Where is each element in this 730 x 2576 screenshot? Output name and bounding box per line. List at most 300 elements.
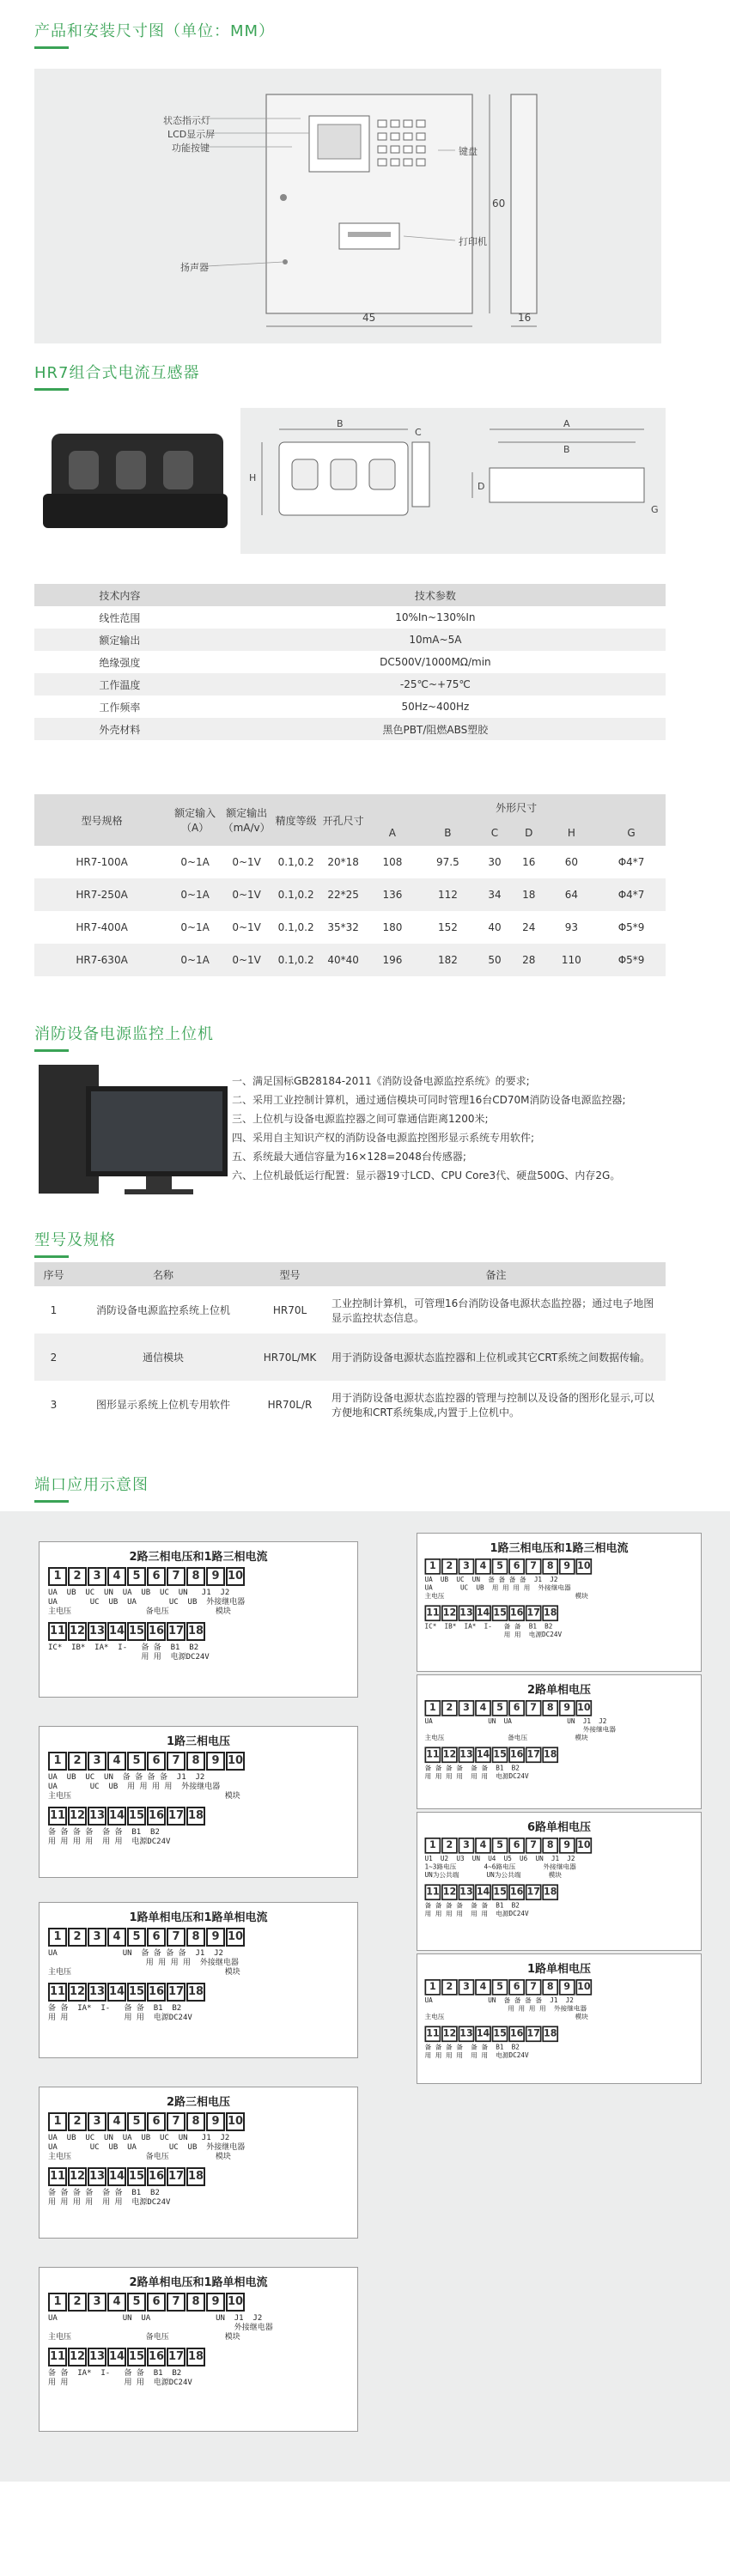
terminal: 16 [508, 1884, 525, 1900]
model-cell: 0~1V [232, 856, 261, 868]
terminal: 3 [88, 1567, 106, 1586]
terminal: 13 [459, 2026, 475, 2042]
terminal: 13 [88, 1807, 106, 1826]
model-cell: 24 [522, 921, 536, 933]
terminal: 14 [475, 1884, 491, 1900]
model-cell: HR7-400A [76, 921, 128, 933]
terminal: 4 [107, 1567, 126, 1586]
terminal: 18 [542, 2026, 558, 2042]
terminal: 15 [127, 1807, 146, 1826]
model-cell: 180 [382, 921, 403, 933]
terminal: 16 [508, 2026, 525, 2042]
terminal: 6 [147, 2293, 166, 2312]
spec-cell: 图形显示系统上位机专用软件 [95, 1399, 230, 1411]
terminal: 12 [68, 2167, 87, 2186]
terminal: 16 [508, 1747, 525, 1763]
feature-item: 四、采用自主知识产权的消防设备电源监控图形显示系统专用软件; [232, 1132, 535, 1144]
terminal: 4 [107, 2293, 126, 2312]
terminal: 15 [127, 1983, 146, 2002]
param-name: 线性范围 [99, 611, 141, 624]
terminal: 6 [508, 1558, 525, 1575]
bottom-terminal-row [425, 2026, 659, 2042]
terminal: 3 [88, 1928, 106, 1947]
model-body [34, 846, 666, 976]
terminal: 10 [226, 2112, 245, 2131]
terminal: 18 [186, 2167, 205, 2186]
spec-cell: 用于消防设备电源状态监控器的管理与控制以及设备的图形化显示,可以方便地和CRT系统集成,内置于上位机中。 [332, 1391, 654, 1419]
model-cell: Φ5*9 [597, 944, 666, 976]
terminal: 3 [459, 1838, 475, 1854]
diagram-row: 外接继电器 [48, 2324, 273, 2332]
model-cell: 0~1A [169, 944, 221, 976]
terminal: 6 [147, 1752, 166, 1771]
terminal: 6 [508, 1838, 525, 1854]
terminal: 8 [186, 2293, 205, 2312]
diagram-row: 备 备 IA* I- 备 备 B1 B2 [48, 2369, 182, 2378]
terminal: 12 [441, 1605, 458, 1621]
terminal: 15 [127, 2167, 146, 2186]
terminal: 18 [542, 1605, 558, 1621]
diagram-row: UA UB UC UN UA UB UC UN J1 J2 [48, 2134, 230, 2142]
model-cell: Φ4*7 [597, 878, 666, 911]
bottom-terminal-row [48, 2167, 357, 2186]
model-cell: 0~1V [232, 921, 261, 933]
diagram-row: 主电压 备电压 模块 [48, 2153, 231, 2161]
model-cell: Φ4*7 [617, 856, 645, 868]
bottom-terminal-row [425, 1884, 659, 1900]
model-row [34, 944, 666, 976]
terminal: 12 [441, 2026, 458, 2042]
terminal: 10 [226, 1752, 245, 1771]
dim-width: 45 [362, 312, 376, 324]
param-value: 10mA~5A [205, 629, 666, 651]
diagram-title: 1路三相电压 [166, 1735, 231, 1748]
model-col: A [367, 820, 418, 846]
terminal: 18 [186, 2348, 205, 2366]
terminal: 4 [107, 2112, 126, 2131]
diagram-title: 2路单相电压和1路单相电流 [129, 2276, 268, 2289]
feature-item: 二、采用工业控制计算机，通过通信模块可同时管理16台CD70M消防设备电源监控器; [232, 1094, 626, 1106]
terminal: 16 [508, 1605, 525, 1621]
terminal: 4 [107, 1752, 126, 1771]
section3-title: 消防设备电源监控上位机 [34, 1022, 214, 1052]
spec-cell: 用于消防设备电源状态监控器和上位机或其它CRT系统之间数据传输。 [326, 1334, 666, 1381]
params-head-0: 技术内容 [34, 584, 205, 606]
model-cell: 35*32 [327, 921, 359, 933]
terminal: 15 [127, 1622, 146, 1641]
spec-cell: 工业控制计算机，可管理16台消防设备电源状态监控器；通过电子地图显示监控状态信息。 [332, 1297, 654, 1324]
spec-head: 型号 [253, 1262, 326, 1286]
terminal-diagram [417, 1953, 702, 2084]
param-value: 50Hz~400Hz [401, 701, 470, 713]
model-cell: 0~1V [221, 878, 272, 911]
terminal-diagram [39, 2087, 358, 2239]
spec-head: 备注 [326, 1262, 666, 1286]
bottom-terminal-row [48, 2348, 357, 2366]
terminal: 14 [475, 1747, 491, 1763]
terminal: 12 [68, 1983, 87, 2002]
spec-table [34, 1262, 666, 1428]
terminal: 16 [147, 2167, 166, 2186]
terminal: 1 [425, 1558, 441, 1575]
section5-title: 端口应用示意图 [34, 1473, 149, 1503]
terminal: 6 [508, 1979, 525, 1996]
terminal: 10 [575, 1700, 592, 1716]
dim-depth: 16 [518, 312, 532, 324]
model-cell: 60 [564, 856, 578, 868]
label-status-light: 状态指示灯 [163, 115, 210, 126]
terminal: 10 [575, 1558, 592, 1575]
diagram-title: 1路单相电压 [526, 1963, 592, 1976]
terminal: 3 [459, 1558, 475, 1575]
terminal: 13 [88, 2167, 106, 2186]
top-terminal-row [425, 1700, 659, 1716]
terminal: 8 [542, 1558, 558, 1575]
diagram-row: 用 用 用 用 用 用 电源DC24V [48, 1838, 171, 1846]
terminal: 12 [441, 1747, 458, 1763]
model-cell: 97.5 [436, 856, 459, 868]
model-row [34, 911, 666, 944]
model-cell: 136 [367, 878, 418, 911]
diagram-row: UA UB UC UN 备 备 备 备 J1 J2 [48, 1773, 205, 1782]
terminal: 1 [425, 1700, 441, 1716]
terminal: 8 [186, 1567, 205, 1586]
model-cell: 110 [546, 944, 598, 976]
diagram-row: UA UN UA UN J1 J2 [48, 2314, 263, 2323]
terminal: 7 [167, 1752, 186, 1771]
model-head-model: 型号规格 [34, 794, 169, 846]
bottom-terminal-row [48, 1622, 357, 1641]
model-cell: 0.1,0.2 [277, 856, 314, 868]
diagram-row: 主电压 模块 [424, 1592, 588, 1601]
section1-title: 产品和安装尺寸图（单位：MM） [34, 19, 275, 49]
terminal: 18 [186, 1622, 205, 1641]
param-name: 绝缘强度 [99, 656, 141, 669]
terminal: 9 [559, 1558, 575, 1575]
param-name: 外壳材料 [34, 718, 205, 740]
terminal: 8 [542, 1838, 558, 1854]
ct-dimension-drawing [240, 408, 666, 554]
model-cell: HR7-250A [34, 878, 169, 911]
diagram-row: UA UN UA UN J1 J2 [424, 1718, 607, 1726]
top-terminal-row [425, 1979, 659, 1996]
ct-photo [34, 408, 232, 558]
terminal: 7 [526, 1979, 542, 1996]
model-cell: 0.1,0.2 [277, 921, 314, 933]
terminal: 2 [441, 1979, 458, 1996]
terminal: 3 [88, 2112, 106, 2131]
terminal: 6 [508, 1700, 525, 1716]
terminal: 14 [107, 1622, 126, 1641]
spec-cell: 通信模块 [73, 1334, 253, 1381]
diagram-row: 主电压 模块 [48, 1968, 240, 1977]
terminal: 2 [441, 1700, 458, 1716]
spec-head: 名称 [73, 1262, 253, 1286]
terminal: 4 [475, 1700, 491, 1716]
dim-letter-d: D [478, 481, 485, 492]
terminal: 18 [186, 1983, 205, 2002]
diagram-row: U1 U2 U3 UN U4 U5 U6 UN J1 J2 [424, 1856, 575, 1863]
diagram-row: 备 备 备 备 备 备 B1 B2 [424, 2044, 520, 2052]
label-printer: 打印机 [459, 236, 487, 247]
terminal: 15 [492, 1884, 508, 1900]
model-cell: 30 [488, 856, 502, 868]
terminal-diagram [39, 1726, 358, 1878]
diagram-row: 备 备 IA* I- 备 备 B1 B2 [48, 2004, 182, 2013]
model-col: D [512, 820, 546, 846]
feature-item: 一、满足国标GB28184-2011《消防设备电源监控系统》的要求; [232, 1075, 530, 1087]
params-head-1: 技术参数 [205, 584, 666, 606]
label-buzzer: 扬声器 [180, 262, 209, 273]
terminal: 4 [475, 1558, 491, 1575]
bottom-terminal-row [48, 1983, 357, 2002]
terminal: 17 [526, 1884, 542, 1900]
terminal: 11 [425, 2026, 441, 2042]
terminal: 3 [459, 1979, 475, 1996]
terminal: 5 [127, 2293, 146, 2312]
model-head-in: 额定输入（A） [169, 794, 221, 846]
dim-letter-h: H [249, 472, 257, 483]
terminal: 10 [226, 2293, 245, 2312]
model-head-acc: 精度等级 [272, 794, 319, 846]
terminal: 4 [107, 1928, 126, 1947]
terminal-diagram [417, 1674, 702, 1809]
diagram-title: 2路三相电压和1路三相电流 [129, 1551, 268, 1564]
diagram-row: 用 用 电源DC24V [424, 1631, 563, 1639]
terminal: 7 [526, 1700, 542, 1716]
model-head-out: 额定输出（mA/v） [221, 794, 272, 846]
terminal: 13 [88, 2348, 106, 2366]
terminal: 13 [88, 1622, 106, 1641]
terminal: 4 [475, 1979, 491, 1996]
diagram-title: 1路单相电压和1路单相电流 [129, 1911, 268, 1924]
diagram-title: 6路单相电压 [526, 1821, 592, 1834]
terminal: 8 [186, 1928, 205, 1947]
terminal: 1 [425, 1838, 441, 1854]
terminal: 15 [127, 2348, 146, 2366]
terminal: 16 [147, 1622, 166, 1641]
terminal: 17 [167, 1807, 186, 1826]
features-list [232, 1072, 670, 1185]
top-terminal-row [425, 1838, 659, 1854]
terminal: 17 [526, 2026, 542, 2042]
dim-letter-b2: B [563, 444, 570, 455]
dim-letter-a: A [563, 418, 570, 429]
diagram-row: 用 用 用 用 用 用 电源DC24V [424, 1773, 529, 1781]
label-lcd: LCD显示屏 [167, 129, 216, 140]
diagram-row: 用 用 用 用 电源DC24V [48, 2014, 192, 2022]
terminal: 8 [542, 1700, 558, 1716]
diagram-row: UA UN 备 备 备 备 J1 J2 [48, 1949, 223, 1958]
dimension-drawing-panel [34, 69, 661, 343]
diagram-row: 备 备 备 备 备 备 B1 B2 [424, 1765, 520, 1773]
diagram-row: 用 用 用 用 电源DC24V [48, 2379, 192, 2387]
model-col: H [546, 820, 598, 846]
feature-item: 三、上位机与设备电源监控器之间可靠通信距离1200米; [232, 1113, 489, 1125]
model-row [34, 878, 666, 911]
model-cell: 196 [367, 944, 418, 976]
diagram-row: 主电压 备电压 模块 [48, 2333, 240, 2342]
diagram-title: 1路三相电压和1路三相电流 [490, 1542, 629, 1555]
diagram-row: UA UB UC UN UA UB UC UN J1 J2 [48, 1589, 230, 1597]
terminal: 13 [88, 1983, 106, 2002]
feature-item: 六、上位机最低运行配置：显示器19寸LCD、CPU Core3代、硬盘500G、内存2G。 [232, 1170, 621, 1182]
diagram-row: UA UC UB UA UC UB 外接继电器 [48, 2143, 246, 2152]
terminal: 12 [68, 2348, 87, 2366]
model-head-hole: 开孔尺寸 [319, 794, 367, 846]
diagram-title: 2路三相电压 [166, 2096, 231, 2109]
top-terminal-row [48, 1752, 357, 1771]
diagram-row: UA UB UC UN 备 备 备 备 J1 J2 [424, 1577, 558, 1584]
model-cell: 20*18 [327, 856, 359, 868]
terminal: 13 [459, 1884, 475, 1900]
model-cell: 64 [546, 878, 598, 911]
terminal: 1 [48, 1752, 67, 1771]
terminal: 8 [186, 1752, 205, 1771]
terminal: 4 [475, 1838, 491, 1854]
terminal-diagram [39, 1902, 358, 2058]
param-value: -25℃~+75℃ [205, 673, 666, 696]
terminal: 1 [48, 1928, 67, 1947]
terminal: 14 [107, 1983, 126, 2002]
spec-cell: HR70L [272, 1303, 307, 1316]
model-cell: 0.1,0.2 [272, 944, 319, 976]
param-value: DC500V/1000MΩ/min [380, 656, 491, 668]
diagram-title: 2路单相电压 [526, 1684, 592, 1697]
terminal: 2 [68, 1567, 87, 1586]
model-cell: 22*25 [319, 878, 367, 911]
terminal: 1 [48, 1567, 67, 1586]
model-cell: 16 [522, 856, 536, 868]
terminal: 14 [475, 1605, 491, 1621]
terminal: 11 [425, 1747, 441, 1763]
terminal-diagram [417, 1533, 702, 1672]
terminal: 6 [147, 1928, 166, 1947]
terminal: 15 [492, 1605, 508, 1621]
bottom-terminal-row [425, 1605, 659, 1621]
terminal: 15 [492, 2026, 508, 2042]
terminal: 3 [88, 1752, 106, 1771]
model-cell: 34 [478, 878, 512, 911]
terminal-diagram [417, 1812, 702, 1951]
label-keyboard: 键盘 [459, 146, 478, 157]
terminal: 5 [492, 1558, 508, 1575]
terminal: 5 [127, 1752, 146, 1771]
terminal: 11 [48, 2348, 67, 2366]
terminal: 2 [68, 2112, 87, 2131]
terminal: 2 [68, 2293, 87, 2312]
diagram-row: 用 用 用 用 用 用 电源DC24V [424, 2052, 529, 2060]
terminal: 14 [107, 2167, 126, 2186]
terminal: 5 [492, 1979, 508, 1996]
model-cell: 0~1A [180, 921, 210, 933]
terminal: 7 [167, 2293, 186, 2312]
terminal: 11 [48, 2167, 67, 2186]
diagram-row: 用 用 电源DC24V [48, 1653, 210, 1662]
terminal: 9 [559, 1979, 575, 1996]
terminal: 16 [147, 1807, 166, 1826]
ct-params-table [34, 584, 666, 740]
terminal: 2 [441, 1558, 458, 1575]
terminal: 11 [425, 1884, 441, 1900]
terminal: 7 [167, 1928, 186, 1947]
spec-cell: 3 [50, 1398, 58, 1411]
diagram-row: UA UC UB 用 用 用 用 外接继电器 [424, 1584, 571, 1593]
diagram-row: 主电压 备电压 模块 [424, 1734, 588, 1742]
diagram-row: 用 用 用 用 用 用 电源DC24V [424, 1911, 529, 1918]
terminal: 11 [48, 1983, 67, 2002]
model-cell: 0~1A [169, 878, 221, 911]
terminal: 9 [206, 1567, 225, 1586]
terminal: 18 [186, 1807, 205, 1826]
diagram-row: UA UN 备 备 备 备 J1 J2 [424, 1997, 574, 2005]
terminal: 12 [68, 1807, 87, 1826]
terminal: 10 [226, 1567, 245, 1586]
model-cell: 0~1A [180, 856, 210, 868]
model-cell: 0.1,0.2 [272, 878, 319, 911]
model-cell: 93 [564, 921, 578, 933]
terminal: 1 [425, 1979, 441, 1996]
spec-cell: 1 [50, 1303, 58, 1316]
feature-item: 五、系统最大通信容量为16×128=2048台传感器; [232, 1151, 466, 1163]
terminal: 9 [206, 1752, 225, 1771]
model-cell: 50 [478, 944, 512, 976]
terminal: 6 [147, 1567, 166, 1586]
terminal: 17 [526, 1747, 542, 1763]
top-terminal-row [48, 1928, 357, 1947]
dim-letter-b: B [337, 418, 344, 429]
terminal: 2 [68, 1928, 87, 1947]
terminal: 18 [542, 1884, 558, 1900]
label-func-btn: 功能按键 [172, 143, 210, 154]
terminal: 13 [459, 1747, 475, 1763]
model-cell: 28 [512, 944, 546, 976]
spec-cell: HR70L/MK [253, 1334, 326, 1381]
model-cell: 108 [382, 856, 403, 868]
spec-cell: 2 [34, 1334, 73, 1381]
terminal: 15 [492, 1747, 508, 1763]
terminal: 9 [559, 1700, 575, 1716]
spec-head: 序号 [34, 1262, 73, 1286]
param-value: 黑色PBT/阻燃ABS塑胶 [205, 718, 666, 740]
terminal: 17 [167, 2167, 186, 2186]
model-cell: 40 [488, 921, 502, 933]
model-cell: HR7-630A [34, 944, 169, 976]
terminal: 3 [459, 1700, 475, 1716]
top-terminal-row [48, 2112, 357, 2131]
terminal: 1 [48, 2293, 67, 2312]
terminal: 8 [186, 2112, 205, 2131]
terminal: 10 [226, 1928, 245, 1947]
model-cell: 40*40 [319, 944, 367, 976]
diagram-row: 备 备 备 备 备 备 B1 B2 [424, 1902, 520, 1911]
diagram-row: UA UC UB 用 用 用 用 外接继电器 [48, 1783, 221, 1791]
terminal: 9 [206, 2112, 225, 2131]
section2-title: HR7组合式电流互感器 [34, 361, 200, 391]
terminal: 12 [441, 1884, 458, 1900]
terminal: 9 [206, 1928, 225, 1947]
terminal: 3 [88, 2293, 106, 2312]
diagram-row: 用 用 用 用 外接继电器 [424, 2005, 587, 2014]
terminal: 5 [127, 2112, 146, 2131]
param-value: 10%In~130%In [395, 611, 476, 623]
terminal: 6 [147, 2112, 166, 2131]
diagram-row: 备 备 备 备 备 备 B1 B2 [48, 1828, 160, 1837]
dim-height: 60 [492, 197, 506, 210]
terminal: 5 [127, 1928, 146, 1947]
terminal: 5 [492, 1700, 508, 1716]
terminal: 2 [441, 1838, 458, 1854]
